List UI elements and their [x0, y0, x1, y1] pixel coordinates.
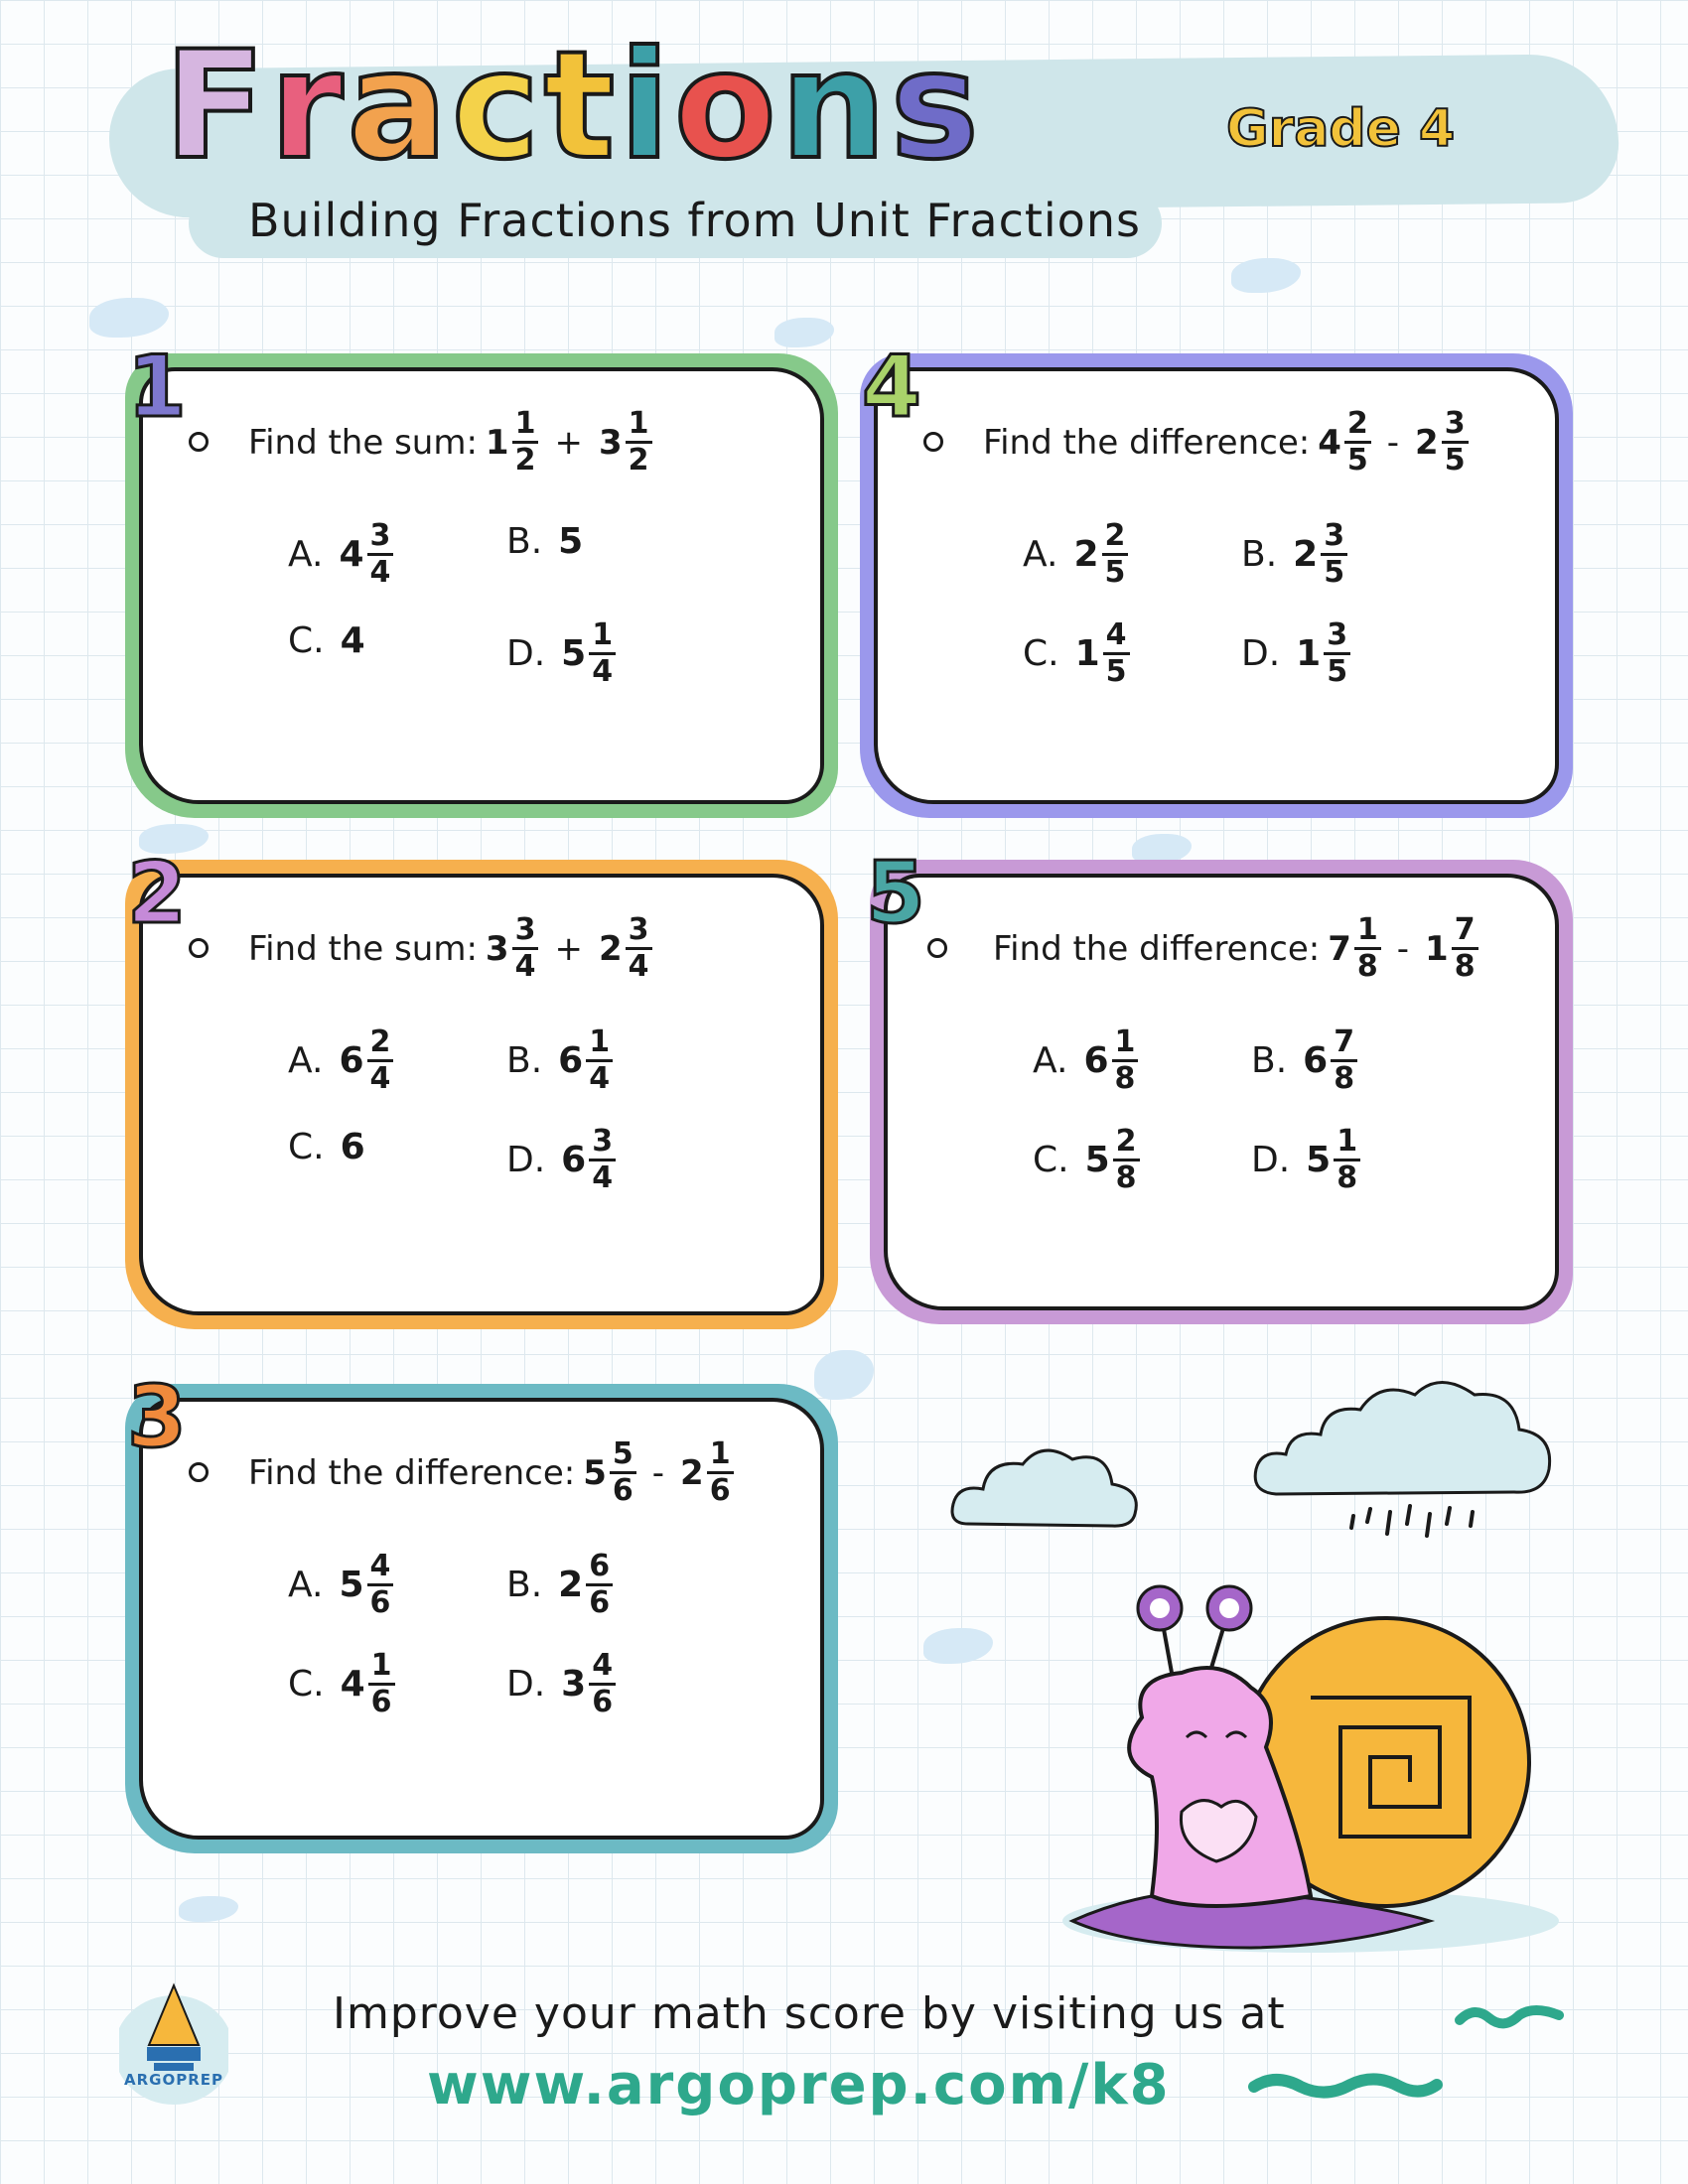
- numerator: 4: [1105, 617, 1127, 652]
- numerator: 5: [612, 1436, 633, 1471]
- whole-part: 2: [598, 928, 623, 969]
- title-letter: i: [619, 20, 674, 193]
- denominator: 6: [586, 1583, 613, 1618]
- option-letter: A.: [1033, 1040, 1068, 1081]
- denominator: 4: [586, 1059, 613, 1094]
- mixed-number: [1084, 1124, 1140, 1195]
- question-prompt: [248, 1436, 734, 1508]
- fraction: [1103, 617, 1130, 689]
- fraction: [512, 912, 539, 984]
- denominator: 5: [1442, 441, 1469, 476]
- cloud-icon: [948, 1430, 1147, 1539]
- fraction: [1102, 518, 1129, 590]
- fraction: [707, 1436, 734, 1508]
- numerator: 3: [628, 912, 649, 947]
- fraction: [1112, 1024, 1139, 1096]
- operator: -: [1396, 928, 1410, 969]
- fraction: [1334, 1124, 1360, 1195]
- numerator: 3: [592, 1124, 614, 1159]
- numerator: 3: [1444, 406, 1466, 441]
- denominator: 2: [626, 441, 652, 476]
- denominator: 8: [1354, 947, 1381, 982]
- numerator: 3: [1327, 617, 1348, 652]
- mixed-number: [1293, 518, 1347, 590]
- rain-cloud-icon: [1246, 1375, 1564, 1539]
- answer-option[interactable]: [288, 1648, 395, 1719]
- footer-tagline: Improve your math score by visiting us at: [333, 1988, 1286, 2039]
- fraction: [512, 406, 539, 478]
- whole-part: 4: [339, 534, 364, 575]
- fraction: [586, 1024, 613, 1096]
- decorative-splash: [814, 1350, 874, 1400]
- mixed-number: [583, 1436, 636, 1508]
- prompt-text: Find the difference:: [983, 422, 1311, 463]
- mixed-number: [339, 1024, 393, 1096]
- answer-option[interactable]: [506, 1648, 616, 1719]
- question-prompt: [993, 912, 1478, 984]
- numerator: 1: [514, 406, 536, 441]
- mixed-number: [1296, 617, 1350, 689]
- numerator: 3: [1324, 518, 1345, 553]
- whole-part: 3: [561, 1664, 587, 1705]
- fraction: [367, 1024, 394, 1096]
- denominator: 4: [367, 1059, 394, 1094]
- numerator: 1: [592, 617, 614, 652]
- whole-part: 6: [561, 1140, 587, 1180]
- question-number: 3: [127, 1368, 187, 1467]
- whole-part: 5: [558, 521, 584, 562]
- decorative-splash: [774, 318, 834, 347]
- prompt-text: Find the sum:: [248, 422, 478, 463]
- numerator: 1: [1114, 1024, 1136, 1059]
- whole-part: 4: [1318, 422, 1341, 463]
- denominator: 5: [1103, 652, 1130, 687]
- question-card: [862, 338, 1559, 804]
- answer-option[interactable]: [288, 518, 393, 590]
- decorative-splash: [179, 1896, 238, 1922]
- whole-part: 1: [1296, 633, 1322, 674]
- denominator: 8: [1331, 1059, 1357, 1094]
- mixed-number: [558, 1024, 613, 1096]
- mixed-number: [680, 1436, 734, 1508]
- whole-part: 5: [339, 1565, 364, 1605]
- whole-part: 2: [1415, 422, 1439, 463]
- answer-option[interactable]: [506, 617, 616, 689]
- mixed-number: [485, 912, 539, 984]
- mixed-number: [1083, 1024, 1138, 1096]
- mixed-number: [339, 518, 393, 590]
- title-letter: t: [543, 20, 620, 193]
- numerator: 1: [709, 1436, 731, 1471]
- fraction: [1452, 912, 1478, 984]
- fraction: [1113, 1124, 1140, 1195]
- option-letter: D.: [1241, 633, 1281, 674]
- answer-option[interactable]: [288, 1024, 393, 1096]
- option-letter: A.: [288, 1565, 324, 1605]
- mixed-number: [1415, 406, 1469, 478]
- prompt-text: Find the sum:: [248, 928, 478, 969]
- answer-option[interactable]: [1023, 617, 1130, 689]
- whole-part: 6: [1303, 1040, 1329, 1081]
- option-letter: B.: [506, 521, 543, 562]
- denominator: 5: [1102, 553, 1129, 588]
- question-card: [127, 338, 824, 804]
- fraction: [367, 1549, 394, 1620]
- footer-url-link[interactable]: www.argoprep.com/k8: [427, 2053, 1171, 2117]
- numerator: 2: [1104, 518, 1126, 553]
- prompt-text: Find the difference:: [993, 928, 1321, 969]
- fraction: [368, 1648, 395, 1719]
- mixed-number: [339, 1549, 393, 1620]
- mixed-number: [1318, 406, 1371, 478]
- numerator: 2: [369, 1024, 391, 1059]
- whole-part: 2: [1073, 534, 1099, 575]
- denominator: 4: [589, 652, 616, 687]
- option-letter: C.: [1033, 1140, 1069, 1180]
- decorative-squiggle: [1246, 2065, 1445, 2105]
- grade-label: Grade 4: [1226, 99, 1456, 159]
- answer-option[interactable]: [1023, 518, 1128, 590]
- denominator: 8: [1112, 1059, 1139, 1094]
- whole-part: 1: [1425, 928, 1449, 969]
- whole-part: 3: [485, 928, 509, 969]
- numerator: 4: [592, 1648, 614, 1683]
- worksheet-subtitle: Building Fractions from Unit Fractions: [248, 194, 1141, 247]
- answer-option[interactable]: [506, 1124, 616, 1195]
- fraction: [589, 1648, 616, 1719]
- fraction: [626, 406, 652, 478]
- title-letter: a: [347, 20, 452, 193]
- mixed-number: [561, 617, 616, 689]
- denominator: 5: [1321, 553, 1347, 588]
- option-letter: C.: [288, 1127, 325, 1167]
- answer-option[interactable]: [506, 1024, 613, 1096]
- question-number-dot: [923, 432, 943, 452]
- answer-option[interactable]: [506, 521, 583, 562]
- numerator: 1: [589, 1024, 611, 1059]
- denominator: 4: [589, 1159, 616, 1193]
- option-letter: D.: [506, 633, 546, 674]
- operator: +: [554, 928, 583, 969]
- answer-option[interactable]: [506, 1549, 613, 1620]
- answer-option[interactable]: [288, 620, 365, 661]
- question-number: 1: [127, 338, 187, 437]
- mixed-number: [1306, 1124, 1360, 1195]
- option-letter: A.: [288, 1040, 324, 1081]
- whole-part: 7: [1328, 928, 1351, 969]
- option-letter: C.: [288, 1664, 325, 1705]
- fraction: [589, 1124, 616, 1195]
- whole-part: 3: [598, 422, 623, 463]
- option-letter: A.: [1023, 534, 1058, 575]
- argoprep-logo-text: ARGOPREP: [123, 2071, 223, 2089]
- question-card: [127, 1368, 824, 1840]
- mixed-number: [1074, 617, 1130, 689]
- operator: -: [651, 1452, 665, 1493]
- fraction: [1442, 406, 1469, 478]
- decorative-splash: [1231, 258, 1301, 293]
- whole-part: 5: [1084, 1140, 1110, 1180]
- denominator: 6: [367, 1583, 394, 1618]
- fraction: [1324, 617, 1350, 689]
- option-letter: C.: [288, 620, 325, 661]
- worksheet-title: [164, 20, 983, 193]
- operator: -: [1386, 422, 1400, 463]
- denominator: 6: [707, 1471, 734, 1506]
- title-letter: c: [451, 20, 544, 193]
- answer-option[interactable]: [1241, 617, 1350, 689]
- mixed-number: [598, 912, 652, 984]
- title-letter: n: [779, 20, 891, 193]
- option-letter: D.: [1251, 1140, 1291, 1180]
- question-number-dot: [189, 432, 209, 452]
- option-letter: D.: [506, 1664, 546, 1705]
- fraction: [1344, 406, 1371, 478]
- whole-part: 5: [583, 1452, 607, 1493]
- mixed-number: [1303, 1024, 1357, 1096]
- title-letter: s: [890, 20, 983, 193]
- answer-option[interactable]: [1251, 1024, 1357, 1096]
- fraction: [1354, 912, 1381, 984]
- denominator: 4: [626, 947, 652, 982]
- mixed-number: [1425, 912, 1478, 984]
- mixed-number: [340, 1648, 395, 1719]
- denominator: 6: [368, 1683, 395, 1717]
- denominator: 4: [512, 947, 539, 982]
- numerator: 4: [369, 1549, 391, 1583]
- whole-part: 6: [340, 1127, 365, 1167]
- whole-part: 2: [680, 1452, 704, 1493]
- numerator: 7: [1454, 912, 1476, 947]
- fraction: [367, 518, 394, 590]
- answer-option[interactable]: [1033, 1124, 1140, 1195]
- whole-part: 1: [1074, 633, 1100, 674]
- answer-option[interactable]: [1033, 1024, 1138, 1096]
- mixed-number: [558, 521, 583, 562]
- whole-part: 6: [558, 1040, 584, 1081]
- question-number: 2: [127, 844, 187, 943]
- snail-illustration: [1053, 1578, 1569, 1956]
- question-card: [866, 844, 1559, 1310]
- numerator: 6: [589, 1549, 611, 1583]
- mixed-number: [561, 1648, 616, 1719]
- numerator: 1: [628, 406, 649, 441]
- answer-option[interactable]: [1241, 518, 1347, 590]
- denominator: 5: [1344, 441, 1371, 476]
- title-letter: r: [269, 20, 348, 193]
- option-letter: C.: [1023, 633, 1059, 674]
- question-prompt: [248, 912, 652, 984]
- whole-part: 2: [1293, 534, 1319, 575]
- fraction: [1321, 518, 1347, 590]
- decorative-splash: [89, 298, 169, 338]
- decorative-splash: [923, 1628, 993, 1664]
- question-number-dot: [927, 938, 947, 958]
- fraction: [589, 617, 616, 689]
- whole-part: 4: [340, 620, 365, 661]
- option-letter: B.: [506, 1565, 543, 1605]
- fraction: [610, 1436, 636, 1508]
- denominator: 5: [1324, 652, 1350, 687]
- denominator: 6: [610, 1471, 636, 1506]
- mixed-number: [341, 620, 365, 661]
- mixed-number: [598, 406, 652, 478]
- whole-part: 5: [561, 633, 587, 674]
- question-prompt: [248, 406, 652, 478]
- mixed-number: [561, 1124, 616, 1195]
- numerator: 1: [370, 1648, 392, 1683]
- mixed-number: [558, 1549, 613, 1620]
- fraction: [1331, 1024, 1357, 1096]
- denominator: 8: [1113, 1159, 1140, 1193]
- whole-part: 5: [1306, 1140, 1332, 1180]
- title-letter: F: [164, 20, 270, 193]
- question-number-dot: [189, 938, 209, 958]
- denominator: 8: [1452, 947, 1478, 982]
- answer-option[interactable]: [1251, 1124, 1360, 1195]
- fraction: [626, 912, 652, 984]
- numerator: 2: [1115, 1124, 1137, 1159]
- fraction: [586, 1549, 613, 1620]
- question-number-dot: [189, 1462, 209, 1482]
- option-letter: D.: [506, 1140, 546, 1180]
- answer-option[interactable]: [288, 1549, 393, 1620]
- option-letter: B.: [1251, 1040, 1288, 1081]
- mixed-number: [1073, 518, 1128, 590]
- title-letter: o: [673, 20, 780, 193]
- whole-part: 1: [485, 422, 509, 463]
- question-prompt: [983, 406, 1469, 478]
- prompt-text: Find the difference:: [248, 1452, 576, 1493]
- decorative-squiggle: [1455, 2000, 1564, 2030]
- whole-part: 2: [558, 1565, 584, 1605]
- operator: +: [554, 422, 583, 463]
- numerator: 1: [1356, 912, 1378, 947]
- option-letter: B.: [1241, 534, 1278, 575]
- question-number: 5: [866, 844, 925, 943]
- numerator: 7: [1334, 1024, 1355, 1059]
- denominator: 6: [589, 1683, 616, 1717]
- numerator: 1: [1336, 1124, 1358, 1159]
- option-letter: B.: [506, 1040, 543, 1081]
- whole-part: 4: [340, 1664, 365, 1705]
- mixed-number: [341, 1127, 365, 1167]
- numerator: 3: [369, 518, 391, 553]
- whole-part: 6: [1083, 1040, 1109, 1081]
- numerator: 3: [514, 912, 536, 947]
- question-card: [127, 844, 824, 1315]
- numerator: 2: [1346, 406, 1368, 441]
- denominator: 8: [1334, 1159, 1360, 1193]
- denominator: 2: [512, 441, 539, 476]
- mixed-number: [485, 406, 539, 478]
- question-number: 4: [862, 338, 921, 437]
- mixed-number: [1328, 912, 1381, 984]
- whole-part: 6: [339, 1040, 364, 1081]
- answer-option[interactable]: [288, 1127, 365, 1167]
- option-letter: A.: [288, 534, 324, 575]
- denominator: 4: [367, 553, 394, 588]
